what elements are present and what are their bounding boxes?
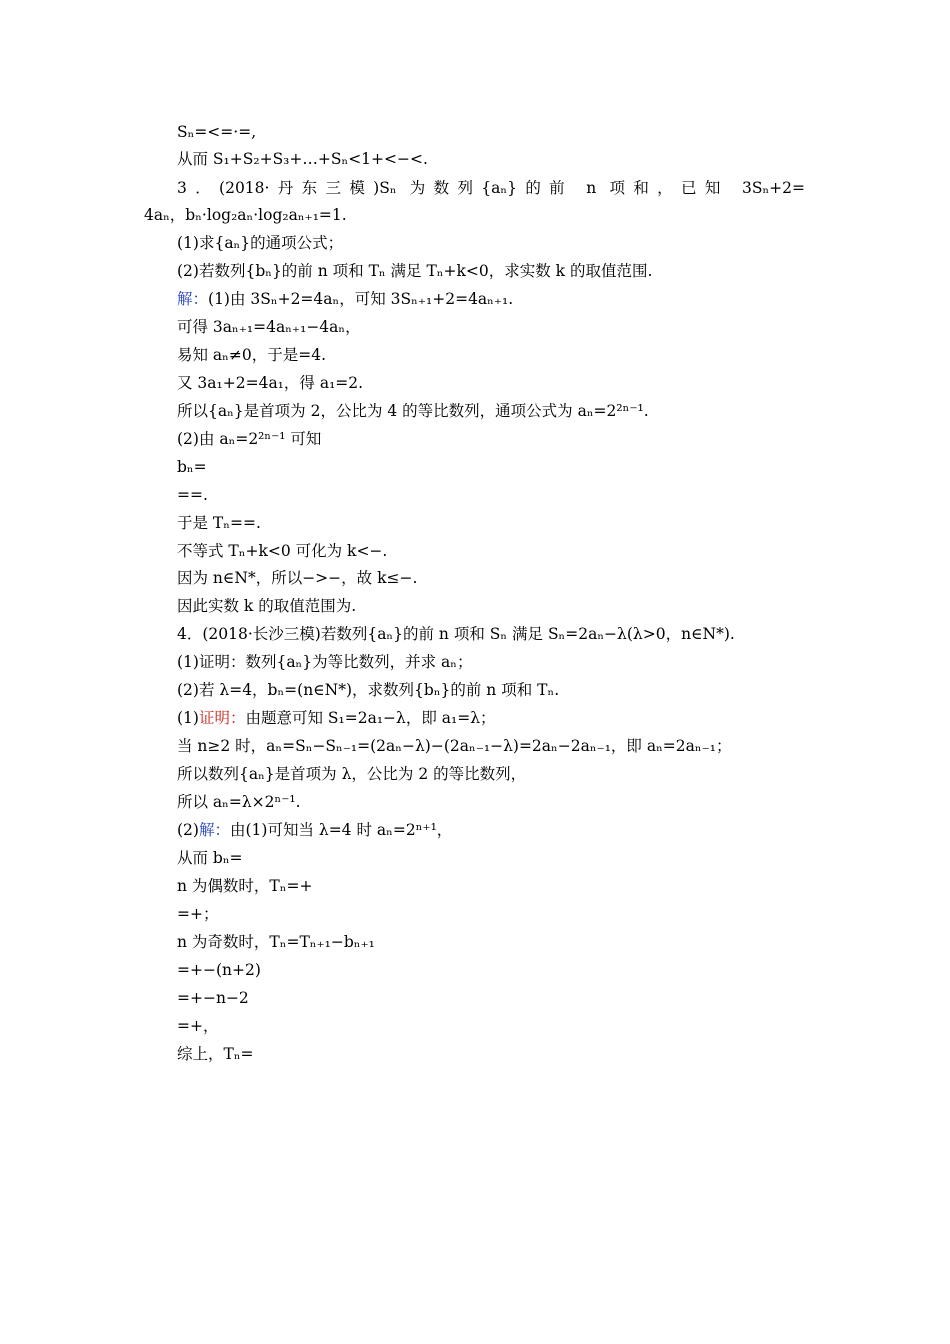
text-line: n 为奇数时，Tₙ=Tₙ₊₁−bₙ₊₁ [177, 933, 375, 951]
text-line: ==. [177, 486, 208, 504]
text-line: 可得 3aₙ₊₁=4aₙ₊₁−4aₙ， [177, 318, 361, 336]
solution-line: (2)解：由(1)可知当 λ=4 时 aₙ=2ⁿ⁺¹， [177, 821, 453, 839]
text-line: =+−(n+2) [177, 961, 261, 979]
text-line: 于是 Tₙ==. [177, 514, 261, 532]
text-line: 易知 aₙ≠0，于是=4. [177, 346, 326, 364]
text-line: 又 3a₁+2=4a₁，得 a₁=2. [177, 374, 364, 392]
text-line: 所以{aₙ}是首项为 2，公比为 4 的等比数列，通项公式为 aₙ=2²ⁿ⁻¹. [177, 402, 649, 420]
text-line: (2)由 aₙ=2²ⁿ⁻¹ 可知 [177, 430, 322, 448]
text-line: (2)若 λ=4，bₙ=(n∈N*)，求数列{bₙ}的前 n 项和 Tₙ. [177, 681, 560, 699]
problem-3-heading: 3．(2018·丹东三模)Sₙ 为数列{aₙ}的前 n 项和，已知 3Sₙ+2= [177, 179, 805, 197]
text-line: 从而 bₙ= [177, 849, 243, 867]
text-line: 当 n≥2 时，aₙ=Sₙ−Sₙ₋₁=(2aₙ−λ)−(2aₙ₋₁−λ)=2aₙ−2aₙ₋₁，即 aₙ=2aₙ₋₁； [177, 737, 732, 755]
text-line: =+； [177, 905, 219, 923]
text-line: =+， [177, 1017, 219, 1035]
text-line: 不等式 Tₙ+k<0 可化为 k<−. [177, 542, 388, 560]
text-line: 所以数列{aₙ}是首项为 λ，公比为 2 的等比数列， [177, 765, 527, 783]
text-line: 4aₙ，bₙ·log₂aₙ·log₂aₙ₊₁=1. [144, 206, 347, 224]
text-line: 因为 n∈N*，所以−>−，故 k≤−. [177, 569, 418, 587]
solution-label: 解： [198, 821, 230, 839]
text-line: (1)求{aₙ}的通项公式； [177, 234, 344, 252]
solution-label: 解： [177, 290, 209, 308]
text-line: =+−n−2 [177, 989, 249, 1007]
proof-label: 证明： [198, 709, 246, 727]
text-line: (1)证明：数列{aₙ}为等比数列，并求 aₙ； [177, 653, 473, 671]
text-line: 综上，Tₙ= [177, 1045, 254, 1063]
text-line: (2)若数列{bₙ}的前 n 项和 Tₙ 满足 Tₙ+k<0，求实数 k 的取值范围. [177, 262, 653, 280]
text-line: 因此实数 k 的取值范围为. [177, 597, 357, 615]
text-line: Sₙ=<=·=, [177, 123, 257, 141]
problem-4-heading: 4．(2018·长沙三模)若数列{aₙ}的前 n 项和 Sₙ 满足 Sₙ=2aₙ−λ(λ>0，n∈N*). [177, 625, 735, 643]
text-line: n 为偶数时，Tₙ=+ [177, 877, 313, 895]
text-line: 从而 S₁+S₂+S₃+…+Sₙ<1+<−<. [177, 150, 428, 168]
proof-line: (1)证明：由题意可知 S₁=2a₁−λ，即 a₁=λ； [177, 709, 496, 727]
text-line: 所以 aₙ=λ×2ⁿ⁻¹. [177, 793, 301, 811]
text-line: bₙ= [177, 458, 207, 476]
solution-line: 解：(1)由 3Sₙ+2=4aₙ，可知 3Sₙ₊₁+2=4aₙ₊₁. [177, 290, 514, 308]
